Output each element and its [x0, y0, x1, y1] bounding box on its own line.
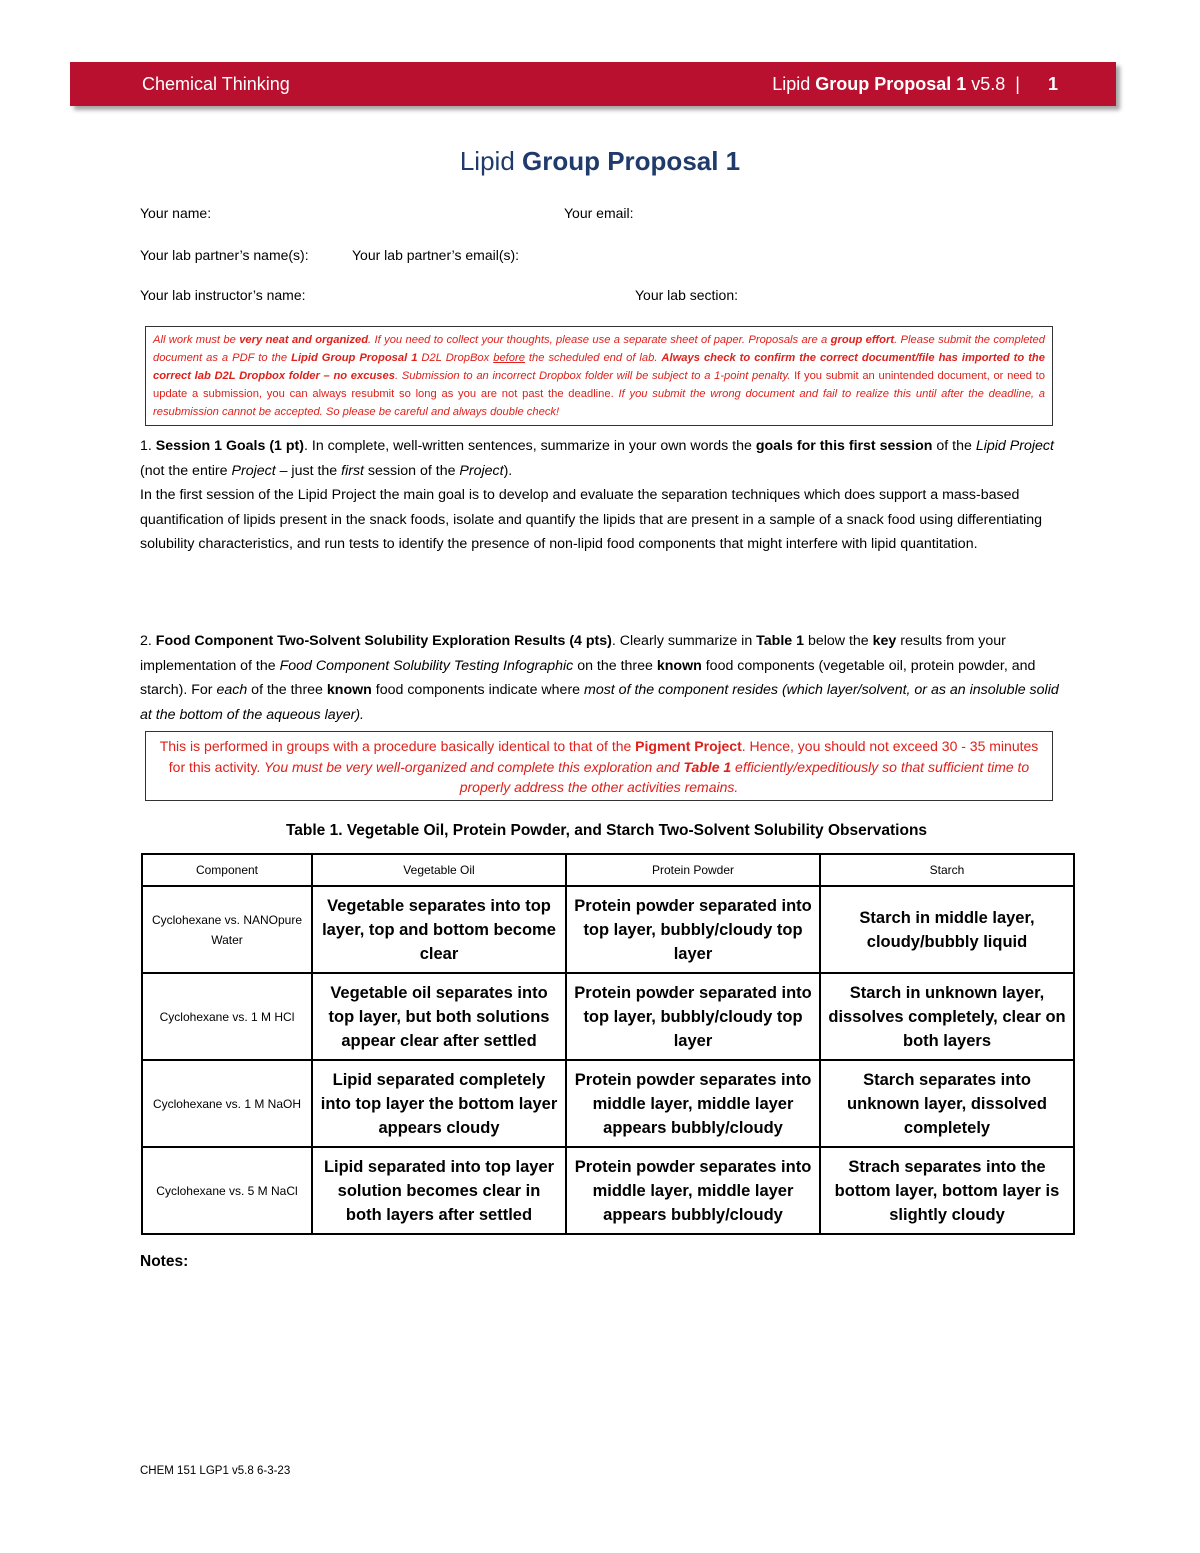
question-1: 1. Session 1 Goals (1 pt). In complete, well-written sentences, summarize in your own words the goals for this first session of the Lipid Project (not the entire Project – just the first session of the Project). In the first session of the Lipid Project the main goal is to develop and evaluate the separation techniques which does support a mass-based quantification of lipids present in the snack foods, isolate and quantify the lipids that are present in a sample of a snack food using differentiating solubility characteristics, and run tests to identify the presence of non-lipid food components that might interfere with lipid quantitation.: [140, 438, 1054, 552]
table-header-row: [142, 854, 1074, 886]
component-cell: Cyclohexane vs. 1 M NaOH: [142, 1060, 312, 1147]
table-header-cell: Protein Powder: [566, 854, 820, 886]
question-2: 2. Food Component Two-Solvent Solubility Exploration Results (4 pts). Clearly summarize in Table 1 below the key results from your implementation of the Food Component Solubility Testing Infographic on the three known food components (vegetable oil, protein powder, and starch). For each of the three known food components indicate where most of the component resides (which layer/solvent, or as an insoluble solid at the bottom of the aqueous layer).: [140, 633, 1059, 723]
table-row: [142, 973, 1074, 1060]
component-cell: Cyclohexane vs. 5 M NaCl: [142, 1147, 312, 1234]
page-header: [70, 62, 1116, 106]
section-field-label: Your lab section:: [635, 287, 738, 303]
table-row: [142, 886, 1074, 973]
instructor-field-label: Your lab instructor’s name:: [140, 287, 306, 303]
course-name: Chemical Thinking: [142, 74, 290, 94]
result-cell[interactable]: Starch separates into unknown layer, dissolved completely: [820, 1060, 1074, 1147]
table-header-cell: Component: [142, 854, 312, 886]
solubility-table: [141, 853, 1075, 1235]
table-header-cell: Starch: [820, 854, 1074, 886]
header-doc-title: Lipid Group Proposal 1 v5.8 | 1: [772, 74, 1058, 94]
email-field-label: Your email:: [564, 205, 634, 221]
table-caption: Table 1. Vegetable Oil, Protein Powder, and Starch Two-Solvent Solubility Observations: [285, 822, 928, 839]
page-title: Lipid Group Proposal 1: [459, 146, 741, 176]
component-cell: Cyclohexane vs. 1 M HCl: [142, 973, 312, 1060]
notes-label: Notes:: [140, 1253, 189, 1270]
result-cell[interactable]: Vegetable oil separates into top layer, but both solutions appear clear after settled: [312, 973, 566, 1060]
result-cell[interactable]: Vegetable separates into top layer, top and bottom become clear: [312, 886, 566, 973]
result-cell[interactable]: Protein powder separated into top layer, bubbly/cloudy top layer: [566, 973, 820, 1060]
page-footer: CHEM 151 LGP1 v5.8 6-3-23: [140, 1465, 291, 1477]
submission-instructions-box: All work must be very neat and organized. If you need to collect your thoughts, please use a separate sheet of paper. Proposals are a group effort. Please submit the completed document as a PDF to the Lipid Group Proposal 1 D2L DropBox before the scheduled end of lab. Always check to confirm the correct document/file has imported to the correct lab D2L Dropbox folder – no excuses. Submission to an incorrect Dropbox folder will be subject to a 1-point penalty. If you submit an unintended document, or need to update a submission, you can always resubmit so long as you are not past the deadline. If you submit the wrong document and fail to realize this until after the deadline, a resubmission cannot be accepted. So please be careful and always double check!: [145, 326, 1053, 426]
table-header-cell: Vegetable Oil: [312, 854, 566, 886]
question-1-answer[interactable]: In the first session of the Lipid Project the main goal is to develop and evaluate the separation techniques which does support a mass-based quantification of lipids present in the snack foods, isolate and quantify the lipids that are present in a sample of a snack food using differentiating solubility characteristics, and run tests to identify the presence of non-lipid food components that might interfere with lipid quantitation.: [140, 487, 1042, 552]
result-cell[interactable]: Starch in unknown layer, dissolves completely, clear on both layers: [820, 973, 1074, 1060]
table-row: [142, 1060, 1074, 1147]
name-field-label: Your name:: [140, 205, 212, 221]
table-row: [142, 1147, 1074, 1234]
partner-email-field-label: Your lab partner’s email(s):: [352, 247, 520, 263]
component-cell: Cyclohexane vs. NANOpure Water: [142, 886, 312, 973]
result-cell[interactable]: Strach separates into the bottom layer, bottom layer is slightly cloudy: [820, 1147, 1074, 1234]
page-number: 1: [1047, 74, 1058, 94]
time-limit-notice-box: This is performed in groups with a procedure basically identical to that of the Pigment Project. Hence, you should not exceed 30 - 35 minutes for this activity. You must be very well-organized and complete this exploration and Table 1 efficiently/expeditiously so that sufficient time to properly address the other activities remains.: [145, 731, 1053, 801]
result-cell[interactable]: Protein powder separates into middle layer, middle layer appears bubbly/cloudy: [566, 1147, 820, 1234]
partner-name-field-label: Your lab partner’s name(s):: [140, 247, 309, 263]
result-cell[interactable]: Lipid separated completely into top layer the bottom layer appears cloudy: [312, 1060, 566, 1147]
result-cell[interactable]: Protein powder separated into top layer, bubbly/cloudy top layer: [566, 886, 820, 973]
result-cell[interactable]: Protein powder separates into middle layer, middle layer appears bubbly/cloudy: [566, 1060, 820, 1147]
result-cell[interactable]: Starch in middle layer, cloudy/bubbly liquid: [820, 886, 1074, 973]
result-cell[interactable]: Lipid separated into top layer solution becomes clear in both layers after settled: [312, 1147, 566, 1234]
